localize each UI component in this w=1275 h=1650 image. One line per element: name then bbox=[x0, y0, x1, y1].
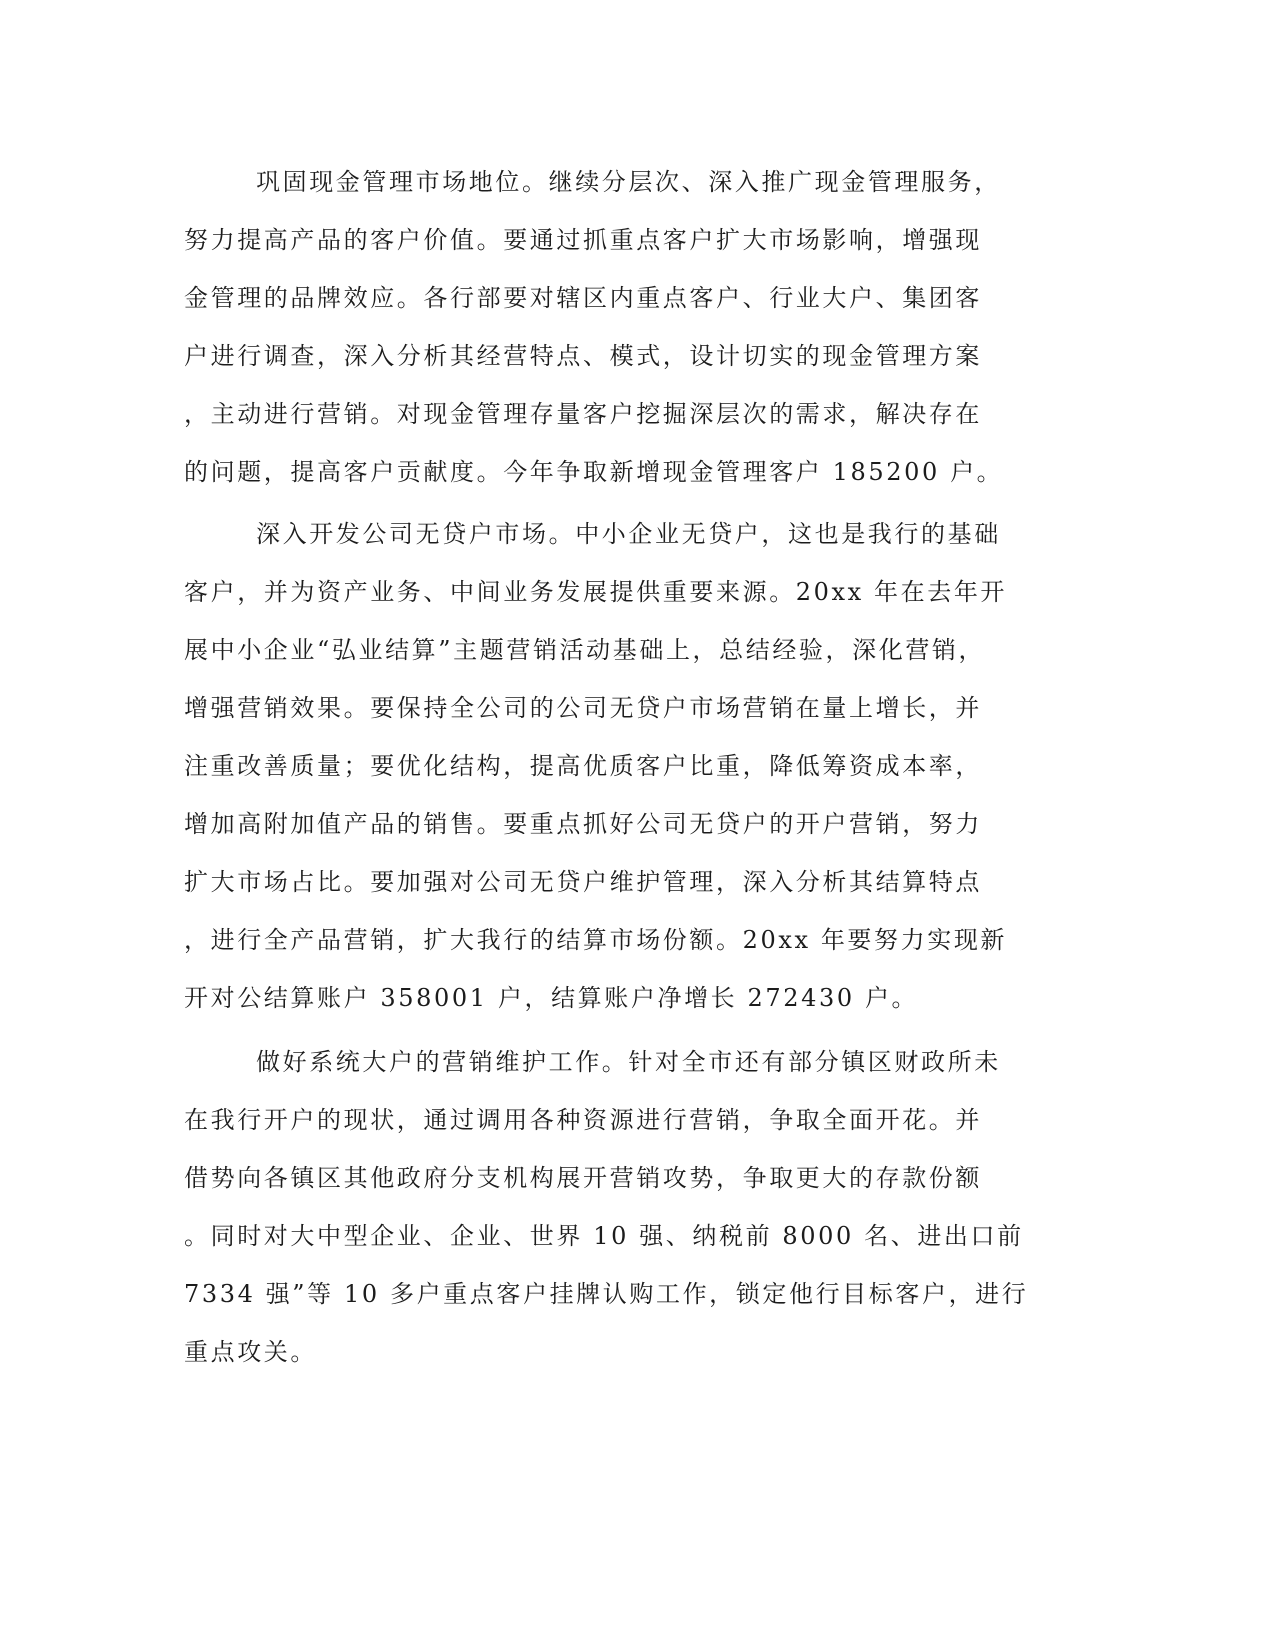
paragraph-1-line-2: 努力提高产品的客户价值。要通过抓重点客户扩大市场影响，增强现 bbox=[184, 226, 982, 254]
paragraph-3-line-5: 7334 强”等 10 多户重点客户挂牌认购工作，锁定他行目标客户，进行 bbox=[184, 1280, 1029, 1308]
paragraph-3-line-2: 在我行开户的现状，通过调用各种资源进行营销，争取全面开花。并 bbox=[184, 1106, 982, 1134]
paragraph-3-line-1: 做好系统大户的营销维护工作。针对全市还有部分镇区财政所未 bbox=[256, 1048, 1001, 1076]
paragraph-2-line-6: 增加高附加值产品的销售。要重点抓好公司无贷户的开户营销，努力 bbox=[184, 810, 982, 838]
paragraph-1-line-5: ，主动进行营销。对现金管理存量客户挖掘深层次的需求，解决存在 bbox=[184, 400, 982, 428]
paragraph-1-line-1: 巩固现金管理市场地位。继续分层次、深入推广现金管理服务， bbox=[256, 168, 1001, 196]
paragraph-3-line-6: 重点攻关。 bbox=[184, 1338, 317, 1366]
paragraph-2-line-7: 扩大市场占比。要加强对公司无贷户维护管理，深入分析其结算特点 bbox=[184, 868, 982, 896]
paragraph-2-line-9: 开对公结算账户 358001 户，结算账户净增长 272430 户。 bbox=[184, 984, 919, 1012]
paragraph-2-line-8: ，进行全产品营销，扩大我行的结算市场份额。20xx 年要努力实现新 bbox=[184, 926, 1008, 954]
paragraph-3-line-3: 借势向各镇区其他政府分支机构展开营销攻势，争取更大的存款份额 bbox=[184, 1164, 982, 1192]
paragraph-2-line-3: 展中小企业“弘业结算”主题营销活动基础上，总结经验，深化营销， bbox=[184, 636, 986, 664]
paragraph-1-line-3: 金管理的品牌效应。各行部要对辖区内重点客户、行业大户、集团客 bbox=[184, 284, 982, 312]
paragraph-2-line-1: 深入开发公司无贷户市场。中小企业无贷户，这也是我行的基础 bbox=[256, 520, 1001, 548]
paragraph-3-line-4: 。同时对大中型企业、企业、世界 10 强、纳税前 8000 名、进出口前 bbox=[184, 1222, 1024, 1250]
paragraph-2-line-4: 增强营销效果。要保持全公司的公司无贷户市场营销在量上增长，并 bbox=[184, 694, 982, 722]
paragraph-2-line-5: 注重改善质量；要优化结构，提高优质客户比重，降低筹资成本率， bbox=[184, 752, 982, 780]
paragraph-1-line-6: 的问题，提高客户贡献度。今年争取新增现金管理客户 185200 户。 bbox=[184, 458, 1004, 486]
paragraph-1-line-4: 户进行调查，深入分析其经营特点、模式，设计切实的现金管理方案 bbox=[184, 342, 982, 370]
paragraph-2-line-2: 客户，并为资产业务、中间业务发展提供重要来源。20xx 年在去年开 bbox=[184, 578, 1008, 606]
